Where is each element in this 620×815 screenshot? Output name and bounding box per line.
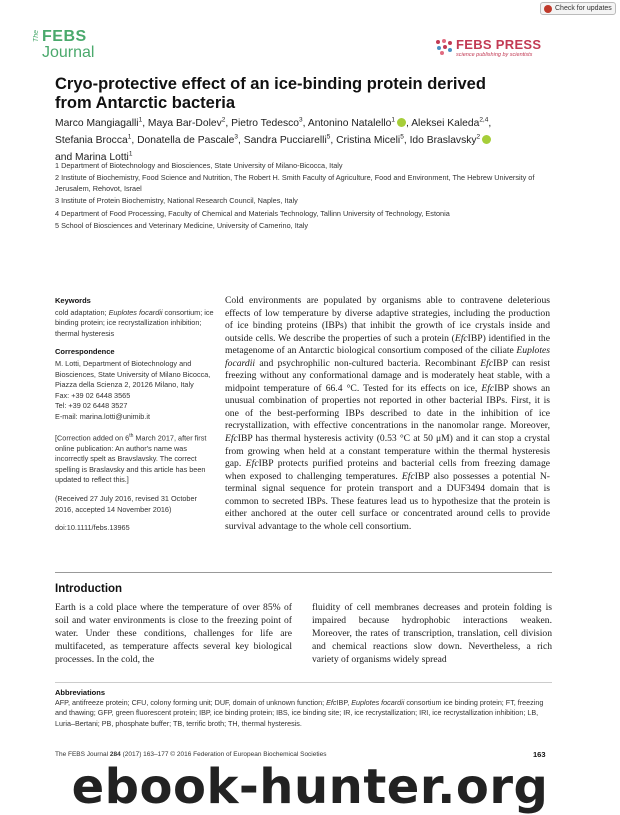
affiliation: 5 School of Biosciences and Veterinary Medicine, University of Camerino, Italy: [55, 220, 309, 230]
abstract: Cold environments are populated by organisms able to contravene deleterious effects of low temperature by diverse adaptive strategies, including the production of ice binding proteins (IBPs) that inhibit the growth of ice crystals inside and outside cells. We describe the properties of such a protein (EfcIBP) identified in the metagenome of an Antarctic biological consortium composed of the ciliate Euplotes focardii and psychrophilic non-cultured bacteria. Recombinant EfcIBP can resist freezing without any conformational damage and is moderately heat stable, with a midpoint temperature of 66.4 °C. Tested for its effects on ice, EfcIBP shows an unusual combination of properties not reported in other bacterial IBPs. First, it is one of the best-performing IBPs described to date in the inhibition of ice recrystallization, with effective concentrations in the nanomolar range. Moreover, EfcIBP has thermal hysteresis activity (0.53 °C at 50 μM) and it can stop a crystal from growing when held at a constant temperature within the thermal hysteresis gap. EfcIBP protects purified proteins and bacterial cells from freezing damage when exposed to challenging temperatures. EfcIBP also possesses a potential N-terminal signal sequence for protein transport and a DUF3494 domain that is common to secreted IBPs. These features lead us to hypothesize that the protein is either anchored at the outer cell surface or concentrated around cells to provide survival advantage to the whole cell consortium.: [225, 295, 551, 532]
intro-column-1: Earth is a cold place where the temperature of over 85% of soil and water environments is close to the freezing point of water. Under these conditions, challenges for life are multifaceted, as temperature affects several key biological processes. In the cold, the: [55, 602, 292, 666]
article-title: [55, 75, 525, 113]
footer-citation: The FEBS Journal 284 (2017) 163–177 © 2016 Federation of European Biochemical Societies: [55, 751, 327, 758]
check-for-updates-button[interactable]: [540, 2, 616, 15]
author: Marco Mangiagalli$^1$,: [55, 117, 148, 130]
author: Cristina Miceli$^5$,: [336, 134, 410, 147]
author: Sandra Pucciarelli$^5$,: [243, 134, 337, 147]
correspondence-address: M. Lotti, Department of Biotechnology and Biosciences, State University of Milano Bicocca, Piazza della Scienza 2, 20126 Milano, Italy: [55, 358, 211, 390]
author-list: [55, 114, 555, 165]
febs-press-icon: [434, 37, 454, 57]
title-line-2: from Antarctic bacteria: [55, 94, 236, 112]
keywords-heading: Keywords: [55, 296, 91, 305]
affiliation: 3 Institute of Protein Biochemistry, National Research Council, Naples, Italy: [55, 196, 298, 206]
abbreviations-heading: Abbreviations: [55, 688, 106, 697]
author: Donatella de Pascale$^3$,: [137, 134, 244, 147]
affiliation: 4 Department of Food Processing, Faculty of Chemical and Materials Technology, Tallinn University of Technology, Estonia: [55, 208, 450, 218]
author: Maya Bar-Dolev$^2$,: [147, 117, 232, 130]
publisher-name: FEBS PRESS: [456, 37, 542, 52]
affiliation: 1 Department of Biotechnology and Biosciences, State University of Milano-Bicocca, Italy: [55, 161, 343, 170]
intro-column-2: fluidity of cell membranes decreases and protein folding is impaired because hydrophobic interactions weaken. Moreover, the rates of transcription, translation, cell division and chemical reactions slow down. Nevertheless, a rich variety of organisms widely spread: [312, 602, 552, 666]
abbreviations-divider: [55, 682, 552, 683]
publisher-tagline: science publishing by scientists: [456, 52, 533, 58]
received-dates: (Received 27 July 2016, revised 31 October 2016, accepted 14 November 2016): [55, 493, 197, 514]
section-divider: [55, 572, 552, 573]
author: and Marina Lotti$^1$: [55, 151, 133, 164]
author: Antonino Natalello$^1$ ,: [307, 117, 412, 130]
correspondence-tel: Tel: +39 02 6448 3527: [55, 401, 128, 411]
logo-febs: FEBS: [42, 28, 87, 45]
orcid-icon[interactable]: [482, 135, 491, 144]
correspondence-heading: Correspondence: [55, 347, 115, 357]
logo-journal: Journal: [42, 44, 95, 61]
correction-note: [Correction added on 6th March 2017, after first online publication: An author's name was incorrectly spelt as Bravslavsky. The correct spelling is Braslavsky and this article has been updated to reflect this.]: [55, 432, 207, 485]
watermark: ebook-hunter.org: [71, 759, 549, 815]
affiliation: 2 Institute of Biochemistry, Food Science and Nutrition, The Robert H. Smith Faculty of Agriculture, Food and Environment, The Hebrew University of Jerusalem, Rehovot, Israel: [55, 173, 535, 194]
article-info-sidebar: [55, 296, 215, 534]
introduction-heading: Introduction: [55, 583, 123, 595]
correspondence-fax: Fax: +39 02 6448 3565: [55, 390, 131, 400]
abbreviations-text: AFP, antifreeze protein; CFU, colony forming unit; DUF, domain of unknown function; EfcIBP, Euplotes focardii consortium ice binding protein; FT, freezing and thawing; GFP, green fluorescent protein; IBP, ice binding protein; IBS, ice binding site; IR, ice recrystallization; IRI, ice recrystallization inhibition; LB, Luria–Bertani; PB, phosphate buffer; TB, terrific broth; TH, thermal hysteresis.: [55, 698, 544, 728]
logo-the: The: [33, 30, 40, 43]
affiliations: [55, 160, 545, 232]
keywords-text: cold adaptation; Euplotes focardii consortium; ice binding protein; ice recrystallization inhibition; thermal hysteresis: [55, 307, 214, 338]
author: Ido Braslavsky$^2$: [410, 135, 492, 146]
author: Pietro Tedesco$^3$,: [231, 117, 308, 130]
doi[interactable]: doi:10.1111/febs.13965: [55, 523, 130, 533]
check-updates-label: Check for updates: [555, 5, 612, 12]
author: Aleksei Kaleda$^{2,4}$,: [411, 117, 492, 130]
title-line-1: Cryo-protective effect of an ice-binding protein derived: [55, 75, 486, 93]
correspondence-email[interactable]: E-mail: marina.lotti@unimib.it: [55, 411, 150, 421]
orcid-icon[interactable]: [397, 118, 406, 127]
author: Stefania Brocca$^1$,: [55, 134, 138, 147]
update-icon: [544, 5, 552, 13]
page-number: 163: [533, 750, 546, 759]
